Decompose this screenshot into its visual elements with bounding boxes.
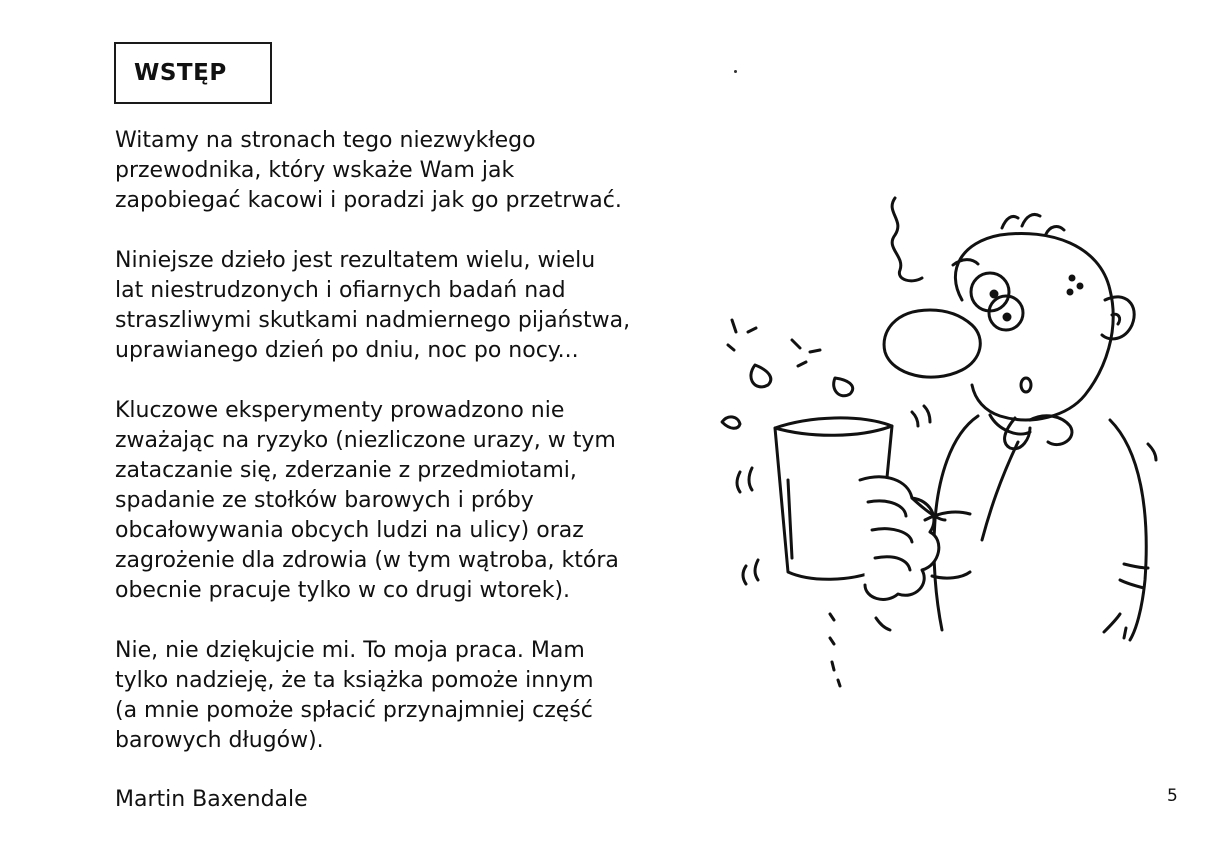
text-line: zważając na ryzyko (niezliczone urazy, w tym xyxy=(115,428,616,453)
text-line: obecnie pracuje tylko w co drugi wtorek). xyxy=(115,578,571,603)
text-line: Niniejsze dzieło jest rezultatem wielu, wielu xyxy=(115,248,596,273)
text-line: Witamy na stronach tego niezwykłego xyxy=(115,128,536,153)
author-signature: Martin Baxendale xyxy=(115,787,308,812)
text-line: Nie, nie dziękujcie mi. To moja praca. Mam xyxy=(115,638,585,663)
text-line: (a mnie pomoże spłacić przynajmniej część xyxy=(115,698,593,723)
drunk-man-illustration xyxy=(700,180,1180,700)
paragraph-3 xyxy=(115,396,675,606)
text-line: straszliwymi skutkami nadmiernego pijaństwa, xyxy=(115,308,631,333)
text-line: zapobiegać kacowi i poradzi jak go przetrwać. xyxy=(115,188,622,213)
paragraph-1 xyxy=(115,126,675,216)
text-line: lat niestrudzonych i ofiarnych badań nad xyxy=(115,278,566,303)
text-line: spadanie ze stołków barowych i próby xyxy=(115,488,534,513)
title-box xyxy=(114,42,272,104)
scan-speck xyxy=(734,70,737,73)
text-line: zagrożenie dla zdrowia (w tym wątroba, która xyxy=(115,548,619,573)
paragraph-2 xyxy=(115,246,675,366)
text-line: barowych długów). xyxy=(115,728,324,753)
text-line: przewodnika, który wskaże Wam jak xyxy=(115,158,515,183)
text-line: obcałowywania obcych ludzi na ulicy) oraz xyxy=(115,518,584,543)
text-line: zataczanie się, zderzanie z przedmiotami, xyxy=(115,458,577,483)
paragraph-4 xyxy=(115,636,675,756)
text-line: uprawianego dzień po dniu, noc po nocy... xyxy=(115,338,579,363)
text-line: Kluczowe eksperymenty prowadzono nie xyxy=(115,398,565,423)
text-column xyxy=(115,126,675,786)
page-number: 5 xyxy=(1167,786,1178,806)
page-title: WSTĘP xyxy=(134,60,227,86)
text-line: tylko nadzieję, że ta książka pomoże innym xyxy=(115,668,594,693)
